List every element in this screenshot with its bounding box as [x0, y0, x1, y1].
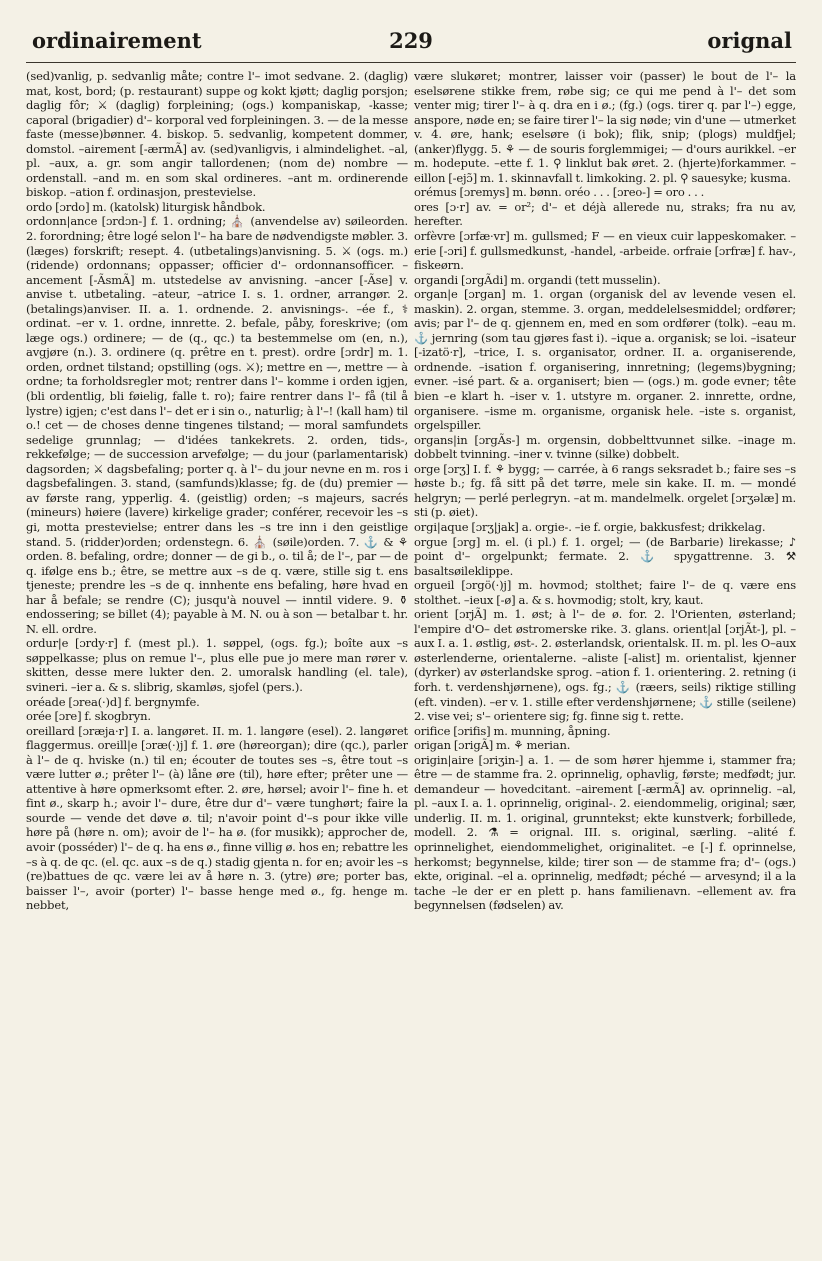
entry: være slukøret; montrer, laisser voir (passer) le bout de l'– la eselsørene stikke frem, røbe sig; ce qui me pend à l'– det som venter mig; tirer l'– à q. dra en i ø.; (fg.) (ogs. tirer q. par l'–) egge, anspore, nøde en; se faire tirer l'– la sig nøde; vin d'une — utmerket v. 4. øre, hank; eselsøre (i bok); flik, snip; (plogs) muldfjel; (anker)flygg. 5. ⚘ — de souris forglemmigei; — d'ours aurikkel. –er m. hodepute. –ette f. 1. ⚲ linklut bak øret. 2. (hjerte)forkammer. –eillon [-ejɔ̃] m. 1. skinnavfall t. limkoking. 2. pl. ⚲ sauesyke; kusma.: [414, 69, 796, 185]
entry: ordur|e [ɔrdy·r] f. (mest pl.). 1. søppel, (ogs. fg.); boîte aux –s søppelkasse; plus on remue l'–, plus elle pue jo mere man rører v. skitten, desse mere lukter den. 2. umoralsk handling (el. tale), svineri. –ier a. & s. slibrig, skamløs, sjofel (pers.).: [26, 636, 408, 694]
header-rule: [26, 62, 796, 63]
entry: oréade [ɔrea(·)d] f. bergnymfe.: [26, 694, 200, 709]
entry: organdi [ɔrgÃdi] m. organdi (tett musselin).: [414, 272, 661, 287]
entry: orge [ɔrʒ] I. f. ⚘ bygg; — carrée, à 6 rangs seksradet b.; faire ses –s høste b.; fg. få sitt på det tørre, mele sin kake. II. m. — mondé helgryn; — perlé perlegryn. –at m. mandelmelk. orgelet [ɔrʒəlæ] m. sti (p. øiet).: [414, 461, 796, 520]
entry: orifice [ɔrifis] m. munning, åpning.: [414, 723, 611, 738]
entry: ores [ɔ·r] av. = or²; d'– et déjà allerede nu, straks; fra nu av, herefter.: [414, 199, 796, 229]
page-header: [26, 24, 796, 58]
entry: orient [ɔrjÃ] m. 1. øst; à l'– de ø. for. 2. l'Orienten, østerland; l'empire d'O– det østromerske rike. 3. glans. orient|al [ɔrjÃt-], pl. –aux I. a. 1. østlig, øst-. 2. østerlandsk, orientalsk. II. m. pl. les O–aux østerlenderne, orientalerne. –aliste [-alist] m. orientalist, kjenner (dyrker) av østerlandske sprog. –ation f. 1. orientering. 2. retning (i forh. t. verdenshjørnene), ogs. fg.; ⚓ (ræers, seils) riktige stilling (eft. vinden). –er v. 1. stille efter verdenshjørnene; ⚓ stille (seilene) 2. vise vei; s'– orientere sig; fg. finne sig t. rette.: [414, 607, 796, 724]
entry: oreillard [ɔræja·r] I. a. langøret. II. m. 1. langøre (esel). 2. langøret flaggermus. oreill|e [ɔræ(·)j] f. 1. øre (høreorgan); dire (qc.), parler à l'– de q. hviske (n.) til en; écouter de toutes ses –s, être tout –s være lutter ø.; prêter l'– (à) låne øre (til), høre efter; prêter une — attentive à høre opmerksomt efter. 2. øre, hørsel; avoir l'– fine h. et fint ø., skarp h.; avoir l'– dure, être dur d'– være tunghørt; faire la sourde — vende det døve ø. til; n'avoir point d'–s pour ikke ville høre på (høre n. om); avoir de l'– ha ø. (for musikk); approcher de, avoir (posséder) l'– de q. ha ens ø., finne villig ø. hos en; rebattre les –s à q. de qc. (el. qc. aux –s de q.) stadig gjenta n. for en; avoir les –s (re)battues de qc. være lei av å høre n. 3. (ytre) øre; porter bas, baisser l'–, avoir (porter) l'– basse henge med ø., fg. henge m. nebbet,: [26, 723, 408, 913]
entry: ordo [ɔrdo] m. (katolsk) liturgisk håndbok.: [26, 199, 266, 214]
page-number: 229: [389, 28, 433, 53]
entry: organs|in [ɔrgÃs-] m. orgensin, dobbelttvunnet silke. –inage m. dobbelt tvinning. –iner v. tvinne (silke) dobbelt.: [414, 432, 796, 462]
entry: origin|aire [ɔriʒin-] a. 1. — de som hører hjemme i, stammer fra; être — de stamme fra. 2. oprinnelig, ophavlig, første; medfødt; jur. demandeur — hovedcitant. –airement [-ærmÃ] av. oprinnelig. –al, pl. –aux I. a. 1. oprinnelig, original-. 2. eiendommelig, original; sær, underlig. II. m. 1. original, grunntekst; ekte kunstverk; forbillede, modell. 2. ⚗ = orignal. III. s. original, særling. –alité f. oprinnelighet, eiendommelighet, originalitet. –e [-] f. oprinnelse, herkomst; begynnelse, kilde; tirer son — de stamme fra; d'– (ogs.) ekte, original. –el a. oprinnelig, medfødt; péché — arvesynd; il a la tache –le der er en plett p. hans familienavn. –ellement av. fra begynnelsen (fødselen) av.: [414, 752, 796, 913]
entry: orgue [ɔrg] m. el. (i pl.) f. 1. orgel; — (de Barbarie) lirekasse; ♪ point d'– orgelpunkt; fermate. 2. ⚓ spygattrenne. 3. ⚒ basaltsøileklippe.: [414, 534, 796, 578]
guide-word-left: ordinairement: [32, 28, 202, 53]
right-column: [414, 69, 796, 913]
entry: organ|e [ɔrgan] m. 1. organ (organisk del av levende vesen el. maskin). 2. organ, stemme. 3. organ, meddelelsesmiddel; ordfører; avis; par l'– de q. gjennem en, med en som ordfører (tolk). –eau m. ⚓ jernring (som tau gjøres fast i). –ique a. organisk; se loi. –isateur [-izatö·r], –trice, I. s. organisator, ordner. II. a. organiserende, ordnende. –isation f. organisering, innretning; (legems)bygning; evner. –isé part. & a. organisert; bien — (ogs.) m. gode evner; tête bien –e klart h. –iser v. 1. utstyre m. organer. 2. innrette, ordne, organisere. –isme m. organisme, organisk hele. –iste s. organist, orgelspiller.: [414, 287, 796, 433]
entry: (sed)vanlig, p. sedvanlig måte; contre l'– imot sedvane. 2. (daglig) mat, kost, bord; (p. restaurant) suppe og kokt kjøtt; daglig porsjon; daglig fôr; ⚔ (daglig) forpleining; (ogs.) kompaniskap, -kasse; caporal (brigadier) d'– korporal ved forpleiningen. 3. — de la messe faste (messe)bønner. 4. biskop. 5. sedvanlig, kompetent dommer, domstol. –airement [-ærmÃ] av. (sed)vanligvis, i almindelighet. –al, pl. –aux, a. gr. som angir tallordenen; (nom de) nombre — ordenstall. –and m. en som skal ordineres. –ant m. ordinerende biskop. –ation f. ordinasjon, prestevielse.: [26, 69, 408, 200]
entry: orgueil [ɔrgö(·)j] m. hovmod; stolthet; faire l'– de q. være ens stolthet. –ieux [-ø] a. & s. hovmodig; stolt, kry, kaut.: [414, 578, 796, 607]
entry: orée [ɔre] f. skogbryn.: [26, 709, 151, 724]
columns: [26, 69, 796, 913]
entry: origan [ɔrigÃ] m. ⚘ merian.: [414, 738, 571, 753]
entry: orgi|aque [ɔrʒ|jak] a. orgie-. –ie f. orgie, bakkusfest; drikkelag.: [414, 519, 766, 534]
entry: ordonn|ance [ɔrdɔn-] f. 1. ordning; ⛪ (anvendelse av) søileorden. 2. forordning; être logé selon l'– ha bare de nødvendigste møbler. 3. (læges) forskrift; resept. 4. (utbetalings)anvisning. 5. ⚔ (ogs. m.) (ridende) ordonnans; oppasser; officier d'– ordonnansofficer. –ancement [-ÃsmÃ] m. utstedelse av anvisning. –ancer [-Ãse] v. anvise t. utbetaling. –ateur, –atrice I. s. 1. ordner, arrangør. 2. (betalings)anviser. II. a. 1. ordnende. 2. anvisnings-. –ée f., ⚕ ordinat. –er v. 1. ordne, innrette. 2. befale, påby, foreskrive; (om læge ogs.) ordinere; — de (q., qc.) ta bestemmelse om (en, n.), avgjøre (n.). 3. ordinere (q. prêtre en t. prest). ordre [ɔrdr] m. 1. orden, ordnet tilstand; opstilling (ogs. ⚔); mettre en —, mettre — à ordne; ta forholdsregler mot; rentrer dans l'– komme i orden igjen, (bli ordentlig, bli føielig, falle t. ro); faire rentrer dans l'– få (til å lystre) igjen; c'est dans l'– det er i sin o., naturlig; à l'–! (kall ham) til o.! cet — de choses denne tingenes tilstand; — moral samfundets sedelige grunnlag; — d'idées tankekrets. 2. orden, tids-, rekkefølge; — de succession arvefølge; — du jour (parlamentarisk) dagsorden; ⚔ dagsbefaling; porter q. à l'– du jour nevne en m. ros i dagsbefalingen. 3. stand, (samfunds)klasse; fg. de (du) premier — av første rang, ypperlig. 4. (geistlig) orden; –s majeurs, sacrés (mineurs) høiere (lavere) kirkelige grader; conférer, recevoir les –s gi, motta prestevielse; entrer dans les –s tre inn i den geistlige stand. 5. (ridder)orden; ordenstegn. 6. ⛪ (søile)orden. 7. ⚓ & ⚘ orden. 8. befaling, ordre; donner — de gi b., o. til å; de l'–, par — de q. ifølge ens b.; être, se mettre aux –s de q. være, stille sig t. ens tjeneste; prendre les –s de q. innhente ens befaling, høre hvad en har å befale; se rendre (C); jusqu'à nouvel — inntil videre. 9. ⚱ endossering; se billet (4); payable à M. N. ou à son — betalbar t. hr. N. ell. ordre.: [26, 214, 408, 636]
entry: orémus [ɔremys] m. bønn. oréo . . . [ɔreo-] = oro . . .: [414, 185, 705, 200]
guide-word-right: orignal: [707, 28, 792, 53]
left-column: [26, 69, 408, 913]
entry: orfèvre [ɔrfæ·vr] m. gullsmed; F — en vieux cuir lappeskomaker. –erie [-ɔri] f. gullsmedkunst, -handel, -arbeide. orfraie [ɔrfræ] f. hav-, fiskeørn.: [414, 229, 796, 273]
